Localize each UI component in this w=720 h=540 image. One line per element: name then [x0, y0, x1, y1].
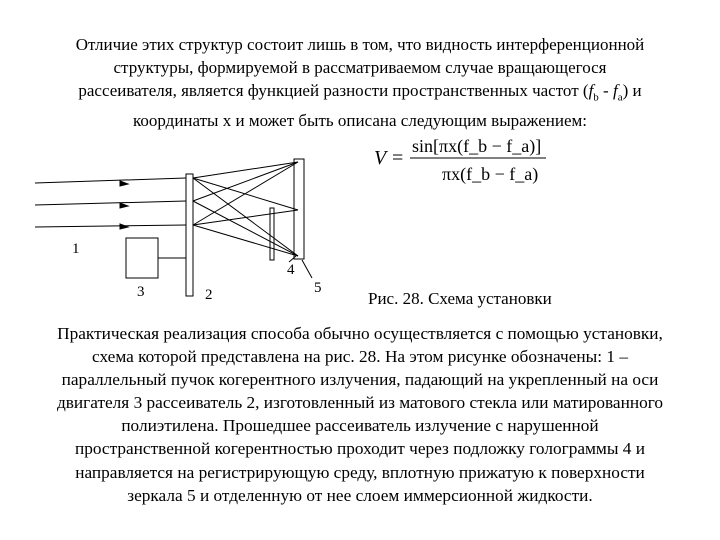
body-line: пространственной когерентностью проходит через подложку голограммы 4 и: [74, 439, 646, 459]
body-line: Практическая реализация способа обычно осуществляется с помощью установки,: [57, 324, 663, 343]
label-5: 5: [314, 280, 322, 296]
intro-line-4: координаты x и может быть описана следующим выражением:: [133, 111, 587, 131]
formula-eq: =: [392, 147, 404, 169]
label-1: 1: [72, 241, 80, 257]
body-line: полиэтилена. Прошедшее рассеиватель излучение с нарушенной: [121, 416, 599, 436]
body-paragraph: [0, 322, 720, 507]
scattered-ray: [193, 162, 298, 178]
label-4: 4: [287, 262, 295, 278]
beam-ray-bottom: [35, 225, 186, 227]
intro-paragraph: [0, 33, 720, 132]
scattered-ray: [193, 210, 298, 225]
setup-diagram: [0, 130, 360, 305]
body-line: двигателя 3 рассеиватель 2, изготовленный из матового стекла или матированного: [56, 393, 664, 413]
label-3: 3: [137, 284, 145, 300]
label-2: 2: [205, 287, 213, 303]
beam-arrow-middle: [120, 203, 128, 208]
scattered-ray: [193, 162, 298, 201]
formula-denominator: πx(f_b − f_a): [442, 164, 539, 184]
intro-line-3: рассеивателя, является функцией разности пространственных частот $(f_b - f_a)$ и: [78, 81, 642, 104]
figure-caption: Рис. 28. Схема установки: [368, 289, 552, 308]
scattered-ray: [193, 225, 298, 256]
beam-ray-top: [35, 178, 186, 183]
body-line: параллельный пучок когерентного излучения, падающий на укрепленный на оси: [61, 370, 659, 390]
motor: [126, 238, 158, 278]
hologram-substrate: [270, 208, 274, 260]
beam-arrow-top: [120, 181, 128, 186]
body-line: схема которой представлена на рис. 28. На этом рисунке обозначены: 1 –: [92, 347, 628, 367]
intro-line-1: Отличие этих структур состоит лишь в том, что видность интерференционной: [75, 35, 645, 54]
scattered-ray: [193, 201, 298, 256]
label-5-leader: [302, 260, 312, 278]
diffuser: [186, 174, 193, 296]
beam-arrow-bottom: [120, 224, 128, 229]
formula-numerator: sin[πx(f_b − f_a)]: [412, 136, 542, 156]
body-line: направляется на регистрирующую среду, вплотную прижатую к поверхности: [75, 462, 645, 482]
body-line: зеркала 5 и отделенную от нее слоем иммерсионной жидкости.: [127, 485, 593, 505]
formula-lhs: V: [374, 147, 387, 169]
scattered-ray: [193, 178, 298, 210]
beam-ray-middle: [35, 201, 186, 205]
intro-line-2: структуры, формируемой в рассматриваемом случае вращающегося: [113, 58, 607, 77]
visibility-formula: [368, 130, 558, 188]
